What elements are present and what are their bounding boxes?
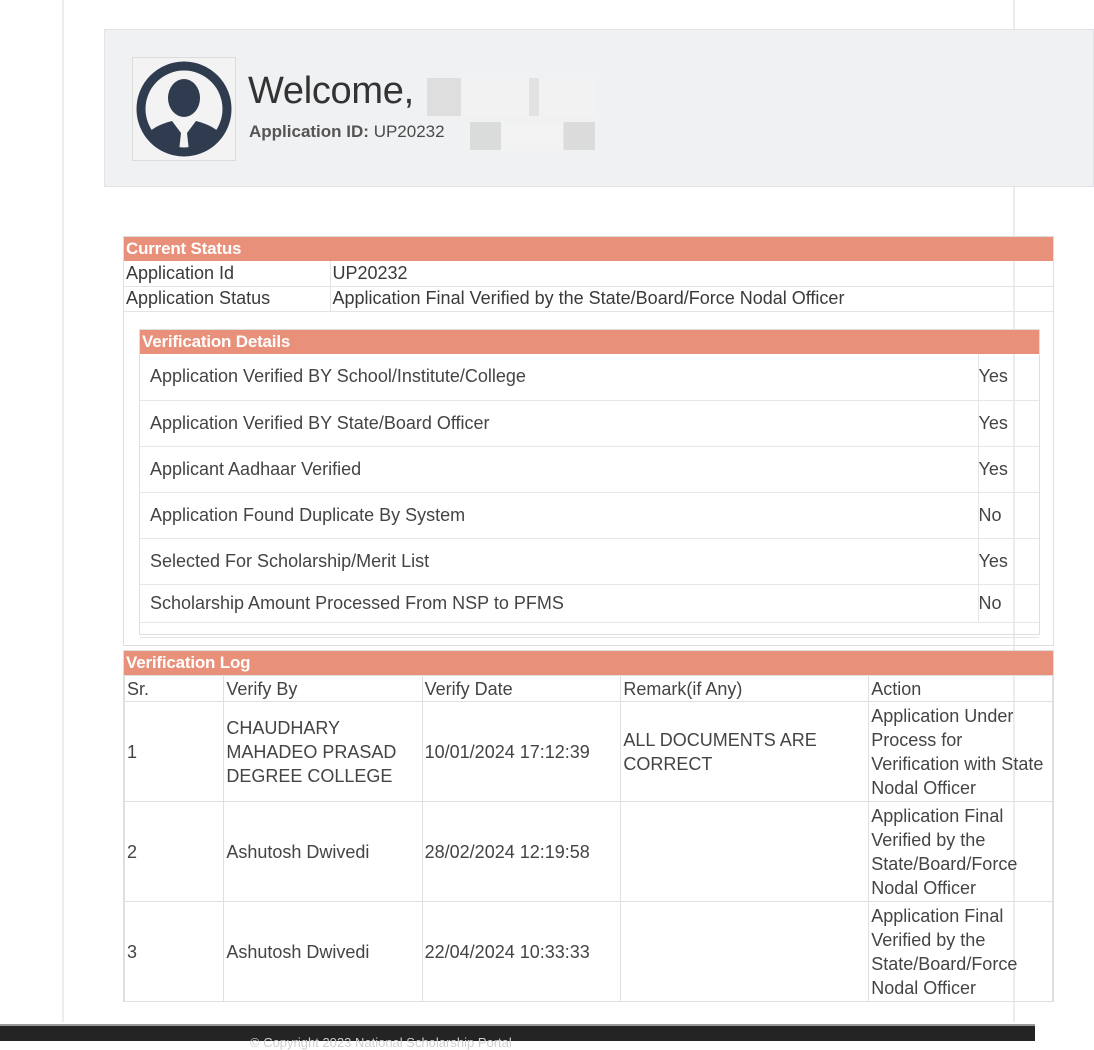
log-verify-by: CHAUDHARY MAHADEO PRASAD DEGREE COLLEGE: [224, 702, 422, 802]
status-value: UP20232: [330, 261, 1053, 286]
log-row: [125, 902, 1053, 1002]
log-remark: ALL DOCUMENTS ARE CORRECT: [621, 702, 869, 802]
details-value: Yes: [978, 354, 1039, 400]
log-header-row: [125, 676, 1053, 702]
welcome-card: [104, 29, 1094, 187]
details-row: [140, 538, 1039, 584]
application-id-value: UP20232: [373, 122, 445, 141]
status-row-application-id: [124, 261, 1053, 286]
details-label: Application Verified BY School/Institute/College: [140, 354, 978, 400]
details-label: Selected For Scholarship/Merit List: [140, 538, 978, 584]
col-header-action: Action: [869, 676, 1053, 702]
application-id-label: Application ID:: [249, 122, 369, 141]
status-label: Application Id: [124, 261, 330, 286]
details-row: [140, 400, 1039, 446]
log-verify-by: Ashutosh Dwivedi: [224, 902, 422, 1002]
empty-cell: [978, 622, 1039, 637]
details-row: [140, 492, 1039, 538]
footer-copyright: © Copyright 2023 National Scholarship Portal: [250, 1035, 512, 1050]
log-remark: [621, 802, 869, 902]
col-header-verify-by: Verify By: [224, 676, 422, 702]
verification-details-section: [139, 329, 1040, 635]
log-remark: [621, 902, 869, 1002]
details-row: [140, 446, 1039, 492]
details-label: Application Verified BY State/Board Officer: [140, 400, 978, 446]
status-value: Application Final Verified by the State/Board/Force Nodal Officer: [330, 286, 1053, 311]
welcome-label: Welcome,: [248, 70, 414, 112]
user-avatar-icon: [134, 59, 234, 159]
log-verify-by: Ashutosh Dwivedi: [224, 802, 422, 902]
log-row: [125, 802, 1053, 902]
welcome-heading: [248, 70, 414, 113]
log-sr: 3: [125, 902, 224, 1002]
verification-details-table: [140, 354, 1039, 638]
log-row: [125, 702, 1053, 802]
details-value: Yes: [978, 400, 1039, 446]
log-action: Application Under Process for Verification with State Nodal Officer: [869, 702, 1053, 802]
current-status-header: Current Status: [124, 237, 1053, 261]
status-row-application-status: [124, 286, 1053, 311]
redacted-user-name: [427, 78, 597, 116]
log-action: Application Final Verified by the State/Board/Force Nodal Officer: [869, 802, 1053, 902]
details-row: [140, 584, 1039, 622]
col-header-verify-date: Verify Date: [422, 676, 621, 702]
log-verify-date: 28/02/2024 12:19:58: [422, 802, 621, 902]
log-verify-date: 10/01/2024 17:12:39: [422, 702, 621, 802]
details-value: No: [978, 492, 1039, 538]
avatar: [132, 57, 236, 161]
verification-log-section: [123, 650, 1054, 1002]
current-status-table: [124, 261, 1053, 312]
details-label: Scholarship Amount Processed From NSP to PFMS: [140, 584, 978, 622]
status-label: Application Status: [124, 286, 330, 311]
col-header-sr: Sr.: [125, 676, 224, 702]
verification-details-header: Verification Details: [140, 330, 1039, 354]
footer: [0, 1024, 1035, 1050]
details-label: Application Found Duplicate By System: [140, 492, 978, 538]
log-sr: 1: [125, 702, 224, 802]
col-header-remark: Remark(if Any): [621, 676, 869, 702]
details-value: No: [978, 584, 1039, 622]
log-verify-date: 22/04/2024 10:33:33: [422, 902, 621, 1002]
log-action: Application Final Verified by the State/Board/Force Nodal Officer: [869, 902, 1053, 1002]
details-value: Yes: [978, 446, 1039, 492]
empty-cell: [140, 622, 978, 637]
details-row: [140, 354, 1039, 400]
details-label: Applicant Aadhaar Verified: [140, 446, 978, 492]
verification-log-table: [124, 675, 1053, 1002]
details-empty-row: [140, 622, 1039, 637]
current-status-section: [123, 236, 1054, 646]
redacted-application-id: [470, 122, 595, 150]
verification-log-header: Verification Log: [124, 651, 1053, 675]
application-id-line: [249, 122, 445, 142]
log-sr: 2: [125, 802, 224, 902]
details-value: Yes: [978, 538, 1039, 584]
